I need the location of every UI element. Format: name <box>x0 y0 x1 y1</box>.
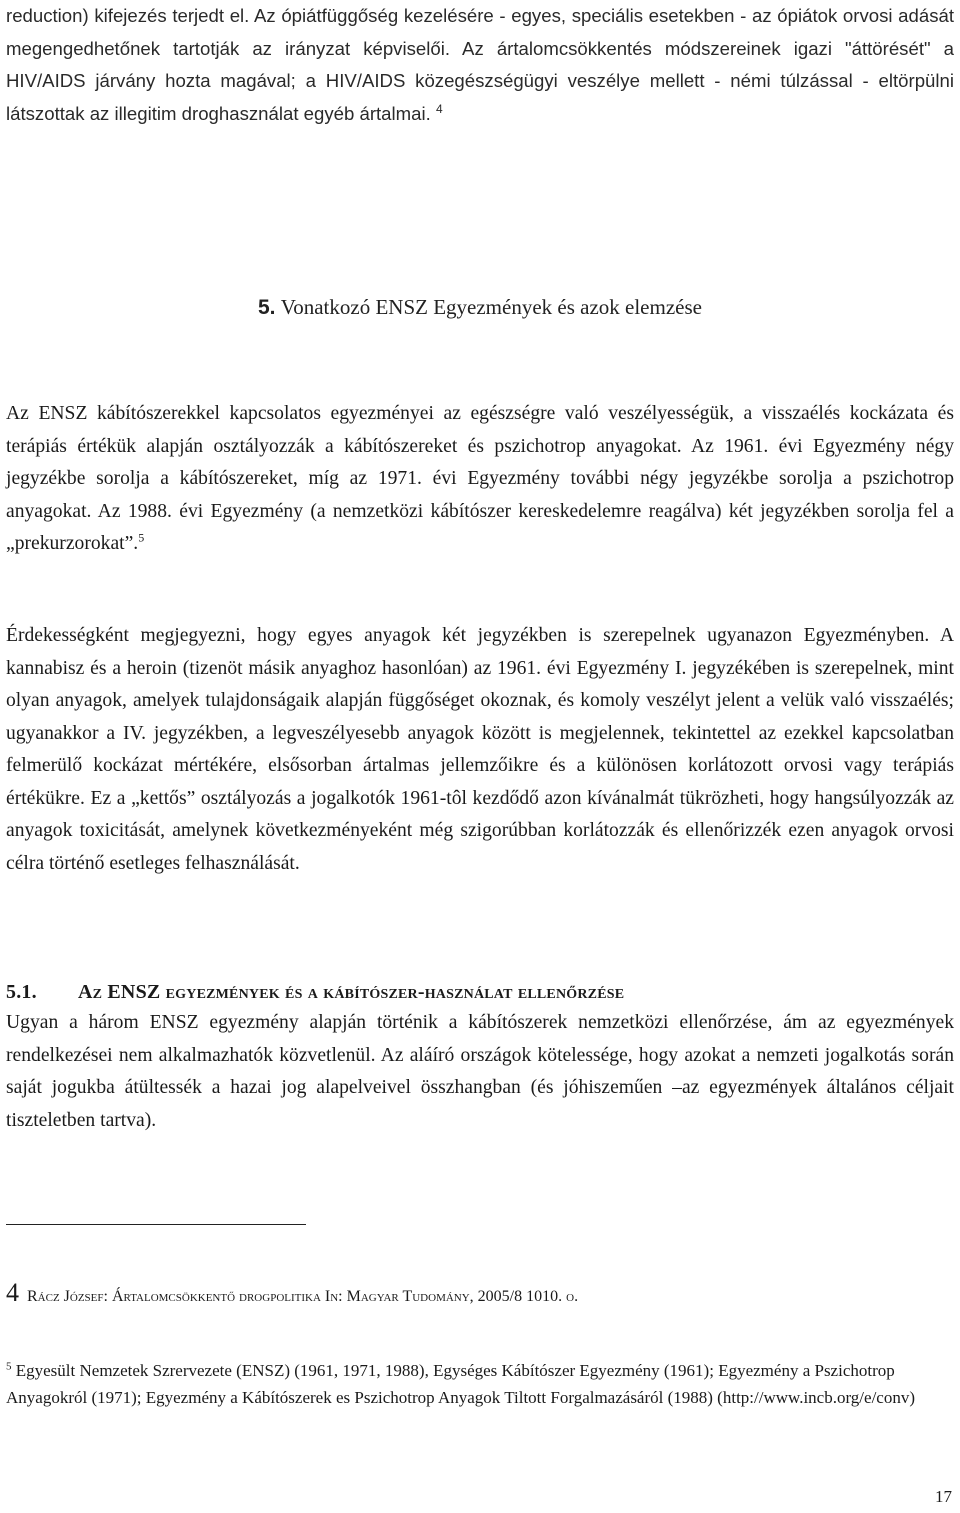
footnote-4 <box>6 1278 578 1312</box>
paragraph-classification <box>6 398 954 561</box>
footnote-ref-4[interactable]: 4 <box>435 101 443 116</box>
paragraph-double-classification-text: Érdekességként megjegyezni, hogy egyes anyagok két jegyzékben is szerepelnek ugyanazon Egyezményben. A kannabisz és a heroin (tizenöt másik anyaghoz hasonlóan) az 1961. évi Egyezmény I. jegyzékében is szerepelnek, mint olyan anyagok, amelyek tulajdonságaik alapján függőséget okoznak, és komoly veszélyt jelent a velük való visszaélés; ugyanakkor a IV. jegyzékben, a legveszélyesebb anyagok között is megjelennek, tekintettel az ezekkel kapcsolatban felmerülő kockázat mértékére, elsősorban ártalmas jellemzőikre és a különösen korlátozott orvosi vagy terápiás értékükre. Ez a „kettős” osztályozás a jogalkotók 1961-tôl kezdődő azon kívánalmát tükrözheti, hogy hangsúlyozzák az anyagok toxicitását, amelynek következményeként még szigorúbban korlátozzák és ellenőrizzék ezen anyagok orvosi célra történő esetleges felhasználását. <box>6 625 954 874</box>
footnote-5-mark: 5 <box>6 1360 12 1373</box>
page-number: 17 <box>935 1487 952 1506</box>
section-number: 5. <box>258 296 276 319</box>
footnote-5 <box>6 1357 954 1411</box>
footnote-5-text: Egyesült Nemzetek Szrervezete (ENSZ) (1961, 1971, 1988), Egységes Kábítószer Egyezmény (1961); Egyezmény a Pszichotrop Anyagokról (1971); Egyezmény a Kábítószerek es Pszichotrop Anyagok Tiltott Forgalmazásáról (1988) (http://www.incb.org/e/conv) <box>6 1361 916 1407</box>
subsection-title: Az ENSZ egyezmények és a kábítószer-használat ellenőrzése <box>78 981 625 1003</box>
footnote-4-mark: 4 <box>6 1278 19 1307</box>
intro-paragraph <box>6 0 954 130</box>
paragraph-control-text: Ugyan a három ENSZ egyezmény alapján történik a kábítószerek nemzetközi ellenőrzése, ám az egyezmények rendelkezései nem alkalmazhatók közvetlenül. Az aláíró országok kötelessége, hogy azokat a nemzeti jogalkotás során saját jogukba átültessék a hazai jog alapelveivel összhangban (és jóhiszeműen –az egyezmények általános céljait tiszteletben tartva). <box>6 1012 954 1131</box>
footnote-ref-5[interactable]: 5 <box>138 530 145 545</box>
paragraph-double-classification <box>6 620 954 880</box>
intro-paragraph-text: reduction) kifejezés terjedt el. Az ópiátfüggőség kezelésére - egyes, speciális esetekben - az ópiátok orvosi adását megengedhetőnek tartotják az irányzat képviselői. Az ártalomcsökkentés módszereinek igazi "áttörését" a HIV/AIDS járvány hozta magával; a HIV/AIDS közegészségügyi veszélye mellett - némi túlzással - eltörpülni látszottak az illegitim droghasználat egyéb ártalmai. <box>6 5 954 124</box>
paragraph-classification-text: Az ENSZ kábítószerekkel kapcsolatos egyezményei az egészségre való veszélyességük, a visszaélés kockázata és terápiás értékük alapján osztályozzák a kábítószereket és pszichotrop anyagokat. Az 1961. évi Egyezmény négy jegyzékbe sorolja a kábítószereket, míg az 1971. évi Egyezmény további négy jegyzékbe sorolja a pszichotrop anyagokat. Az 1988. évi Egyezmény (a nemzetközi kábítószer kereskedelemre reagálva) két jegyzékben sorolja fel a „prekurzorokat”. <box>6 403 954 554</box>
subsection-number: 5.1. <box>6 981 37 1003</box>
paragraph-control <box>6 1007 954 1137</box>
section-heading <box>0 292 960 323</box>
footnote-4-text: Rácz József: Ártalomcsökkentő drogpolitika In: Magyar Tudomány, 2005/8 1010. o. <box>27 1288 579 1305</box>
footnote-separator <box>6 1224 306 1225</box>
section-title: Vonatkozó ENSZ Egyezmények és azok elemzése <box>280 295 702 319</box>
subsection-heading <box>6 977 624 1007</box>
